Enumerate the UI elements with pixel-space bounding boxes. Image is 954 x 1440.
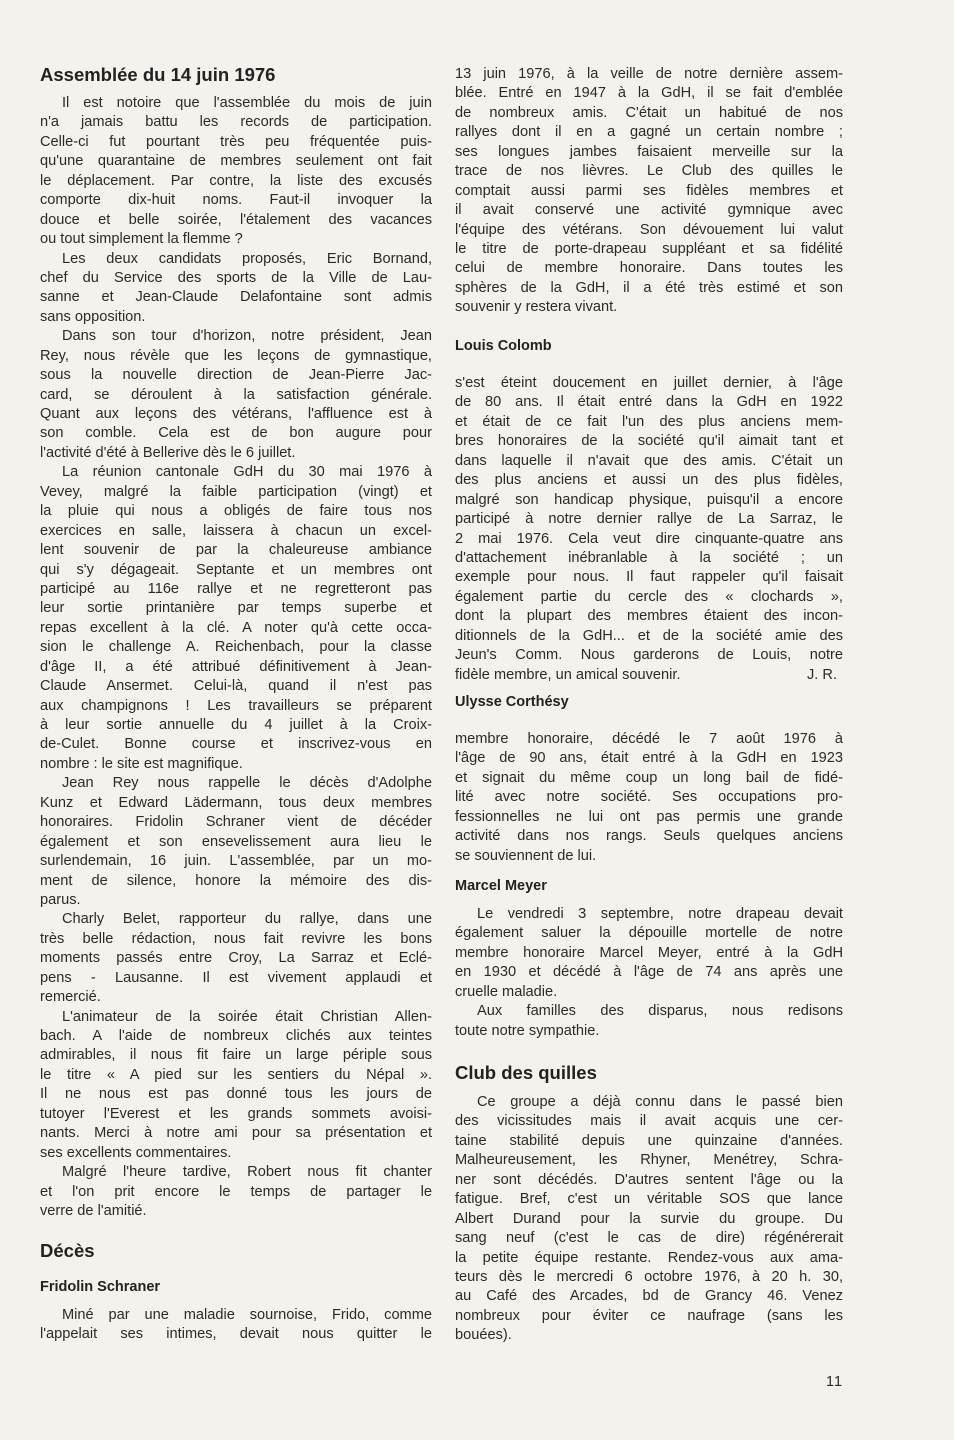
text-line: douce et belle soirée, l'étalement des vacances xyxy=(40,211,432,228)
text-line: repas excellent à la clé. A noter qu'à cette occa- xyxy=(40,619,432,636)
text-line: et signait du même coup un long bail de fidé- xyxy=(455,769,843,786)
text-line: le titre de porte-drapeau suppléant et sa fidélité xyxy=(455,240,843,257)
text-line: membre honoraire Marcel Meyer, entré à la GdH xyxy=(455,944,843,961)
subheading: Fridolin Schraner xyxy=(40,1279,161,1295)
text-line: Dans son tour d'horizon, notre président, Jean xyxy=(62,328,432,345)
text-block xyxy=(455,905,843,1041)
text-line: il avait conservé une activité gymnique avec xyxy=(455,202,843,219)
text-line: honoraires. Fridolin Schraner vient de décéder xyxy=(40,814,432,831)
paragraph xyxy=(40,250,432,328)
page-number: 11 xyxy=(826,1374,844,1390)
text-line: comptait aussi parmi ses fidèles membres et xyxy=(455,182,843,199)
text-line: teurs dès le mercredi 6 octobre 1976, à 20 h. 30, xyxy=(455,1268,843,1285)
text-line: dont la plupart des membres étaient des incon- xyxy=(455,608,843,625)
text-line: bach. A l'aide de nombreux clichés aux teintes xyxy=(40,1028,432,1044)
paragraph xyxy=(40,94,432,250)
text-line: celui de membre honoraire. Dans toutes les xyxy=(455,260,843,277)
paragraph xyxy=(455,905,843,1002)
text-line: au Café des Arcades, bd de Grancy 46. Venez xyxy=(455,1288,843,1305)
text-line: verre de l'amitié. xyxy=(40,1202,147,1219)
text-line: dans laquelle il n'avait que des amis. C'était un xyxy=(455,452,843,469)
text-line: ses longues jambes faisaient merveille sur la xyxy=(455,143,843,160)
text-block xyxy=(40,94,432,1221)
text-line: membre honoraire, décédé le 7 août 1976 à xyxy=(455,731,843,747)
text-line: souvenir y restera vivant. xyxy=(455,299,618,316)
text-line: s'est éteint doucement en juillet dernier, à l'âge xyxy=(455,375,843,391)
text-line: parus. xyxy=(40,891,81,908)
text-line: ou tout simplement la flemme ? xyxy=(40,231,243,248)
text-line: Les deux candidats proposés, Eric Bornand, xyxy=(62,250,432,267)
text-line: exercices en salle, laissera à chacun un excel- xyxy=(40,522,432,539)
text-line: taine stabilité depuis une quinzaine d'années. xyxy=(455,1132,843,1149)
paragraph xyxy=(40,1163,432,1221)
text-line: très belle rédaction, nous fait revivre les bons xyxy=(40,930,432,947)
text-block xyxy=(455,374,843,685)
paragraph xyxy=(455,1002,843,1041)
text-line: ditionnels de la GdH... et de la société amie des xyxy=(455,627,843,644)
text-line: de nombreux amis. C'était un habitué de nos xyxy=(455,104,843,121)
text-line: qu'une quarantaine de membres seulement ont fait xyxy=(40,153,432,170)
text-line: des plus anciens et aussi un des plus fidèles, xyxy=(455,472,843,489)
text-line: Miné par une maladie sournoise, Frido, comme xyxy=(62,1307,432,1323)
text-line: sanne et Jean-Claude Delafontaine sont admis xyxy=(40,289,432,306)
text-line: Il est notoire que l'assemblée du mois de juin xyxy=(62,95,432,111)
text-line: sans opposition. xyxy=(40,308,146,325)
text-line: lent souvenir de par la chaleureuse ambiance xyxy=(40,542,432,559)
text-line: activité dans nos rangs. Seuls quelques anciens xyxy=(455,828,843,845)
subheading: Ulysse Corthésy xyxy=(455,694,569,710)
signature: J. R. xyxy=(807,666,837,683)
text-line: fidèle membre, un amical souvenir. xyxy=(455,666,681,683)
paragraph xyxy=(455,65,843,318)
text-line: remercié. xyxy=(40,989,101,1006)
text-line: exemple pour nous. Il faut rappeler qu'il faisait xyxy=(455,569,843,586)
text-line: Rey, nous révèle que les leçons de gymnastique, xyxy=(40,347,432,364)
text-line: nants. Merci à notre ami pour sa présentation et xyxy=(40,1125,432,1142)
text-line: cruelle maladie. xyxy=(455,983,558,1000)
text-line: participé au 116e rallye et ne regretteront pas xyxy=(40,580,432,597)
text-line: Le vendredi 3 septembre, notre drapeau devait xyxy=(477,906,843,922)
text-line: l'âge de 90 ans, était entré à la GdH en 1923 xyxy=(455,750,843,767)
paragraph xyxy=(455,1093,843,1346)
text-line: leur sortie printanière par temps superbe et xyxy=(40,600,432,617)
text-line: l'équipe des vétérans. Son dévouement lui valut xyxy=(455,221,843,238)
text-line: le déplacement. Par contre, la liste des excusés xyxy=(40,172,432,189)
text-line: d'âge II, a été attribué définitivement à Jean- xyxy=(40,658,432,675)
text-line: également partie du cercle des « clochards », xyxy=(455,588,843,605)
text-line: Il ne nous est pas donné tous les jours de xyxy=(40,1086,432,1103)
text-line: moments passés entre Croy, La Sarraz et Eclé- xyxy=(40,950,432,967)
text-block xyxy=(455,65,843,318)
text-line: Malgré l'heure tardive, Robert nous fit chanter xyxy=(62,1164,432,1181)
text-line: ner sont décédés. D'autres sentent l'âge ou la xyxy=(455,1171,843,1188)
text-line: n'a jamais battu les records de participation. xyxy=(40,114,432,131)
section-heading: Décès xyxy=(40,1240,95,1261)
text-line: à leur sortie annuelle du 4 juillet à la Croix- xyxy=(40,717,432,733)
text-line: Vevey, malgré la faible participation (vingt) et xyxy=(40,483,432,500)
text-line: qui s'y dégageait. Septante et un membres ont xyxy=(40,561,432,578)
text-line: malgré son handicap physique, puisqu'il a encore xyxy=(455,491,843,508)
text-line: comporte dix-huit noms. Faut-il invoquer la xyxy=(40,192,432,209)
text-line: 2 mai 1976. Cela veut dire cinquante-quatre ans xyxy=(455,530,843,547)
paragraph xyxy=(40,1008,432,1164)
text-line: lité avec notre société. Ses occupations pro- xyxy=(455,789,843,806)
text-line: ses excellents commentaires. xyxy=(40,1144,232,1161)
text-line: la petite équipe restante. Rendez-vous aux ama- xyxy=(455,1249,843,1266)
paragraph xyxy=(40,327,432,463)
text-line: se souviennent de lui. xyxy=(455,847,597,864)
text-line: en 1930 et décédé à l'âge de 74 ans après une xyxy=(455,964,843,981)
text-line: Charly Belet, rapporteur du rallye, dans une xyxy=(62,911,432,928)
text-line: participé à notre dernier rallye de La Sarraz, le xyxy=(455,511,843,528)
text-line: l'activité d'été à Bellerive dès le 6 juillet. xyxy=(40,444,296,461)
text-line: fessionnelles ne lui ont pas permis une grande xyxy=(455,808,843,825)
text-line: le titre « A pied sur les sentiers du Népal ». xyxy=(40,1066,432,1083)
text-line: sang neuf (c'est le cas de dire) régénérerait xyxy=(455,1230,843,1247)
text-line: 13 juin 1976, à la veille de notre dernière assem- xyxy=(455,66,843,82)
text-line: l'appelait ses intimes, devait nous quitter le xyxy=(40,1326,432,1343)
text-line: Quant aux leçons des vétérans, l'affluence est à xyxy=(40,406,432,422)
text-line: son comble. Cela est de bon augure pour xyxy=(40,425,432,442)
text-line: Malheureusement, les Rhyner, Menétrey, Schra- xyxy=(455,1152,843,1169)
section-heading: Club des quilles xyxy=(455,1062,597,1083)
text-line: de-Culet. Bonne course et inscrivez-vous en xyxy=(40,736,432,753)
text-line: également saluer la dépouille mortelle de notre xyxy=(455,925,843,942)
text-block xyxy=(40,1306,432,1345)
text-line: rallyes dont il en a gagné un certain nombre ; xyxy=(455,124,843,141)
text-line: nombreux pour éviter ce naufrage (sans les xyxy=(455,1307,843,1324)
text-line: La réunion cantonale GdH du 30 mai 1976 à xyxy=(62,464,432,481)
text-line-with-signature xyxy=(455,666,843,685)
text-line: la pluie qui nous a obligés de faire tous nos xyxy=(40,503,432,520)
text-line: surlendemain, 16 juin. L'assemblée, par un mo- xyxy=(40,853,432,870)
paragraph xyxy=(455,374,843,685)
subheading: Louis Colomb xyxy=(455,338,552,354)
text-line: Kunz et Edward Lädermann, tous deux membres xyxy=(40,794,432,811)
text-line: des vicissitudes mais il avait acquis une cer- xyxy=(455,1113,843,1130)
text-line: chef du Service des sports de la Ville de Lau- xyxy=(40,269,432,286)
subheading: Marcel Meyer xyxy=(455,878,547,894)
text-line: tutoyer l'Everest et les grands sommets avoisi- xyxy=(40,1105,432,1122)
paragraph xyxy=(455,730,843,866)
text-line: nombre : le site est magnifique. xyxy=(40,755,243,772)
text-line: ment de silence, honore la mémoire des dis- xyxy=(40,872,432,889)
text-line: Aux familles des disparus, nous redisons xyxy=(477,1003,843,1020)
text-line: Celle-ci fut pourtant très peu fréquentée puis- xyxy=(40,133,432,150)
text-line: trace de nos lièvres. Le Club des quilles le xyxy=(455,163,843,180)
text-line: d'attachement inébranlable à la société ; un xyxy=(455,549,843,566)
text-line: Claude Ansermet. Celui-là, quand il n'est pas xyxy=(40,678,432,695)
text-line: également et son ensevelissement aura lieu le xyxy=(40,833,432,850)
text-line: Jean Rey nous rappelle le décès d'Adolphe xyxy=(62,775,432,792)
text-line: bres honoraires de la société qu'il aimait tant et xyxy=(455,433,843,450)
text-line: fatigue. Bref, c'est un véritable SOS que lance xyxy=(455,1191,843,1208)
text-line: Albert Durand pour la survie du groupe. Du xyxy=(455,1210,843,1227)
text-line: Ce groupe a déjà connu dans le passé bien xyxy=(477,1094,843,1110)
text-line: sphères de la GdH, il a été très estimé et son xyxy=(455,279,843,296)
text-line: bouées). xyxy=(455,1327,512,1344)
text-block xyxy=(455,1093,843,1346)
text-line: et était de ce fait l'un des plus anciens mem- xyxy=(455,413,843,430)
text-line: sion le challenge A. Reichenbach, pour la classe xyxy=(40,639,432,656)
text-line: et l'on prit encore le temps de partager le xyxy=(40,1183,432,1200)
paragraph xyxy=(40,1306,432,1345)
paragraph xyxy=(40,463,432,774)
text-line: Jeun's Comm. Nous garderons de Louis, notre xyxy=(455,647,843,664)
text-line: aux champignons ! Les travailleurs se préparent xyxy=(40,697,432,714)
text-line: admirables, il nous fit faire un large périple sous xyxy=(40,1047,432,1064)
paragraph xyxy=(40,910,432,1007)
text-line: toute notre sympathie. xyxy=(455,1022,600,1039)
text-line: card, se déroulent à la satisfaction générale. xyxy=(40,386,432,403)
text-block xyxy=(455,730,843,866)
text-line: L'animateur de la soirée était Christian Allen- xyxy=(62,1008,432,1025)
section-heading: Assemblée du 14 juin 1976 xyxy=(40,64,276,85)
text-line: sous la nouvelle direction de Jean-Pierre Jac- xyxy=(40,367,432,384)
text-line: blée. Entré en 1947 à la GdH, il se fait d'emblée xyxy=(455,85,843,102)
paragraph xyxy=(40,774,432,910)
text-line: pens - Lausanne. Il est vivement applaudi et xyxy=(40,969,432,986)
text-line: de 80 ans. Il était entré dans la GdH en 1922 xyxy=(455,394,843,411)
